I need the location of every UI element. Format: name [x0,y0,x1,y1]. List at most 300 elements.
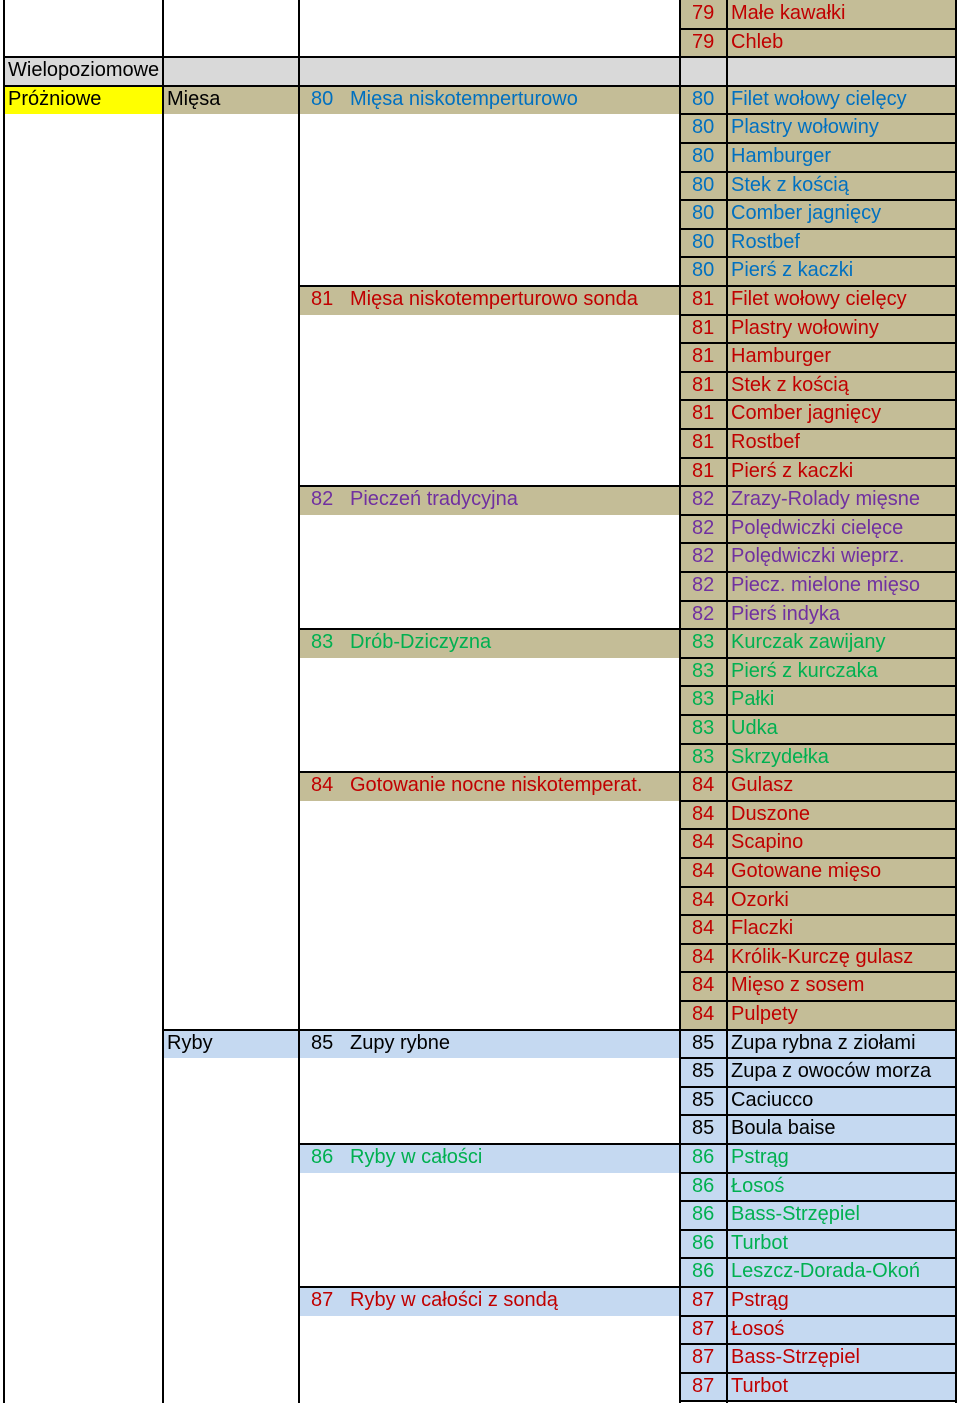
program-name: Pierś z kaczki [727,257,955,286]
group-number [299,1058,346,1087]
level1-cell [4,372,163,401]
program-name: Polędwiczki cielęce [727,515,955,544]
level1-cell [4,1344,163,1373]
program-number: 81 [680,286,727,315]
level2-cell [163,1258,299,1287]
grid-horizontal-line [679,1057,957,1059]
level1-cell [4,1316,163,1345]
level2-cell [163,1115,299,1144]
group-number [299,229,346,258]
level2-cell [163,658,299,687]
level2-cell [163,829,299,858]
level2-cell [163,1230,299,1259]
program-number: 79 [680,29,727,58]
level1-cell [4,829,163,858]
group-name [346,1058,680,1087]
program-name: Pstrąg [727,1287,955,1316]
level1-cell [4,486,163,515]
level1-cell [4,1230,163,1259]
level2-cell [163,515,299,544]
program-number: 80 [680,200,727,229]
level1-cell [4,1001,163,1030]
program-number: 85 [680,1058,727,1087]
group-name: Gotowanie nocne niskotemperat. [346,772,680,801]
group-name [346,200,680,229]
level1-cell [4,572,163,601]
program-name: Plastry wołowiny [727,315,955,344]
program-number: 82 [680,486,727,515]
grid-horizontal-line [679,342,957,344]
grid-horizontal-line [679,171,957,173]
grid-vertical-line [955,0,957,1403]
level2-cell [163,114,299,143]
level2-cell [163,1144,299,1173]
level2-cell [163,1001,299,1030]
grid-horizontal-line [679,457,957,459]
grid-horizontal-line [679,1200,957,1202]
program-number: 80 [680,143,727,172]
level1-cell [4,429,163,458]
grid-horizontal-line [3,85,957,87]
group-name [346,572,680,601]
program-number: 86 [680,1173,727,1202]
level2-cell [163,801,299,830]
group-number [299,744,346,773]
program-name: Królik-Kurczę gulasz [727,944,955,973]
program-name: Stek z kością [727,372,955,401]
level2-cell [163,572,299,601]
program-number: 84 [680,972,727,1001]
group-name [346,686,680,715]
group-name [346,29,680,58]
program-number: 83 [680,629,727,658]
grid-horizontal-line [679,1372,957,1374]
grid-horizontal-line [679,113,957,115]
level2-cell [163,772,299,801]
level1-cell [4,887,163,916]
grid-horizontal-line [679,600,957,602]
program-number: 85 [680,1115,727,1144]
level1-cell [4,543,163,572]
grid-horizontal-line [679,542,957,544]
group-number [299,172,346,201]
level1-cell [4,944,163,973]
level1-cell [4,400,163,429]
group-name: Ryby w całości z sondą [346,1287,680,1316]
grid-horizontal-line [679,142,957,144]
group-number: 84 [299,772,346,801]
row-header-label: Wielopoziomowe [4,57,955,86]
group-name [346,1173,680,1202]
group-name [346,257,680,286]
group-number [299,458,346,487]
group-name [346,944,680,973]
program-number: 82 [680,543,727,572]
level1-cell [4,972,163,1001]
level2-cell [163,601,299,630]
grid-horizontal-line [679,514,957,516]
level2-cell [163,1316,299,1345]
group-number [299,658,346,687]
level2-cell [163,972,299,1001]
level1-cell [4,257,163,286]
group-number [299,114,346,143]
level2-cell [163,1087,299,1116]
grid-horizontal-line [298,1286,957,1288]
grid-horizontal-line [679,1172,957,1174]
program-number: 84 [680,915,727,944]
program-name: Rostbef [727,229,955,258]
program-name: Piecz. mielone mięso [727,572,955,601]
program-name: Filet wołowy cielęcy [727,86,955,115]
level2-cell [163,29,299,58]
program-number: 87 [680,1373,727,1402]
group-number [299,1316,346,1345]
program-number: 83 [680,686,727,715]
program-number: 83 [680,744,727,773]
program-name: Pstrąg [727,1144,955,1173]
program-number: 79 [680,0,727,29]
grid-horizontal-line [679,1114,957,1116]
group-number [299,601,346,630]
program-number: 84 [680,801,727,830]
level1-cell [4,1373,163,1402]
grid-horizontal-line [298,1143,957,1145]
group-name [346,1087,680,1116]
program-number: 80 [680,114,727,143]
program-number: 80 [680,172,727,201]
program-number: 80 [680,229,727,258]
program-number: 84 [680,829,727,858]
program-name: Pierś indyka [727,601,955,630]
program-name: Pierś z kurczaka [727,658,955,687]
program-name: Polędwiczki wieprz. [727,543,955,572]
group-number: 87 [299,1287,346,1316]
program-name: Comber jagnięcy [727,400,955,429]
level1-cell [4,915,163,944]
group-name [346,1230,680,1259]
grid-horizontal-line [298,285,957,287]
level2-cell [163,429,299,458]
level1-cell [4,1258,163,1287]
program-number: 80 [680,257,727,286]
grid-horizontal-line [679,1229,957,1231]
program-name: Scapino [727,829,955,858]
program-name: Ozorki [727,887,955,916]
level1-cell [4,172,163,201]
program-number: 81 [680,372,727,401]
group-number [299,515,346,544]
level2-cell [163,200,299,229]
grid-horizontal-line [679,371,957,373]
group-name [346,1001,680,1030]
level2-cell [163,343,299,372]
grid-horizontal-line [679,314,957,316]
level1-cell [4,315,163,344]
level1-cell [4,1201,163,1230]
program-name: Zrazy-Rolady mięsne [727,486,955,515]
group-name [346,858,680,887]
group-number [299,543,346,572]
group-name: Zupy rybne [346,1030,680,1059]
program-name: Pulpety [727,1001,955,1030]
group-number [299,1344,346,1373]
group-name [346,315,680,344]
grid-horizontal-line [679,914,957,916]
group-name [346,515,680,544]
group-name [346,543,680,572]
level1-cell [4,1115,163,1144]
level2-cell [163,858,299,887]
level2-cell [163,1287,299,1316]
grid-horizontal-line [298,485,957,487]
program-number: 84 [680,887,727,916]
level2-cell [163,229,299,258]
group-number [299,887,346,916]
grid-vertical-line [298,0,300,1403]
level2-cell [163,458,299,487]
program-name: Skrzydełka [727,744,955,773]
level1-cell [4,114,163,143]
grid-horizontal-line [679,943,957,945]
level1-cell [4,1173,163,1202]
program-number: 86 [680,1201,727,1230]
level1-cell [4,686,163,715]
program-number: 85 [680,1087,727,1116]
program-number: 82 [680,572,727,601]
level1-cell [4,629,163,658]
level1-cell [4,458,163,487]
program-number: 86 [680,1144,727,1173]
group-number [299,257,346,286]
group-number [299,400,346,429]
group-name: Mięsa niskotemperturowo [346,86,680,115]
level1-cell [4,658,163,687]
group-number [299,143,346,172]
group-name [346,343,680,372]
program-name: Comber jagnięcy [727,200,955,229]
group-name: Mięsa niskotemperturowo sonda [346,286,680,315]
group-number [299,372,346,401]
grid-horizontal-line [679,199,957,201]
level2-cell [163,1373,299,1402]
program-name: Flaczki [727,915,955,944]
level2-cell [163,715,299,744]
level1-cell [4,343,163,372]
grid-horizontal-line [679,1086,957,1088]
group-name [346,972,680,1001]
grid-horizontal-line [679,828,957,830]
grid-horizontal-line [679,428,957,430]
group-number [299,1087,346,1116]
group-name [346,400,680,429]
program-number: 87 [680,1344,727,1373]
level2-cell [163,172,299,201]
program-number: 81 [680,429,727,458]
group-name [346,801,680,830]
program-name: Leszcz-Dorada-Okoń [727,1258,955,1287]
level1-cell [4,601,163,630]
program-number: 81 [680,343,727,372]
program-number: 85 [680,1030,727,1059]
group-number: 83 [299,629,346,658]
group-name [346,658,680,687]
program-name: Stek z kością [727,172,955,201]
grid-horizontal-line [679,571,957,573]
group-name [346,172,680,201]
program-number: 84 [680,772,727,801]
program-name: Pałki [727,686,955,715]
level2-cell [163,915,299,944]
group-name [346,429,680,458]
group-number [299,829,346,858]
grid-horizontal-line [679,1315,957,1317]
group-name [346,143,680,172]
group-number [299,200,346,229]
program-name: Bass-Strzępiel [727,1201,955,1230]
level1-cell [4,200,163,229]
program-name: Pierś z kaczki [727,458,955,487]
group-number: 82 [299,486,346,515]
group-number [299,1115,346,1144]
program-number: 83 [680,658,727,687]
program-number: 87 [680,1287,727,1316]
level2-cell [163,0,299,29]
program-number: 82 [680,515,727,544]
level2-cell [163,543,299,572]
group-name [346,1344,680,1373]
group-name [346,1316,680,1345]
group-name: Pieczeń tradycyjna [346,486,680,515]
group-name [346,887,680,916]
level1-cell: Próżniowe [4,86,163,115]
level1-cell [4,801,163,830]
grid-horizontal-line [679,1000,957,1002]
program-name: Turbot [727,1373,955,1402]
group-number [299,429,346,458]
level1-cell [4,286,163,315]
grid-horizontal-line [679,256,957,258]
group-number [299,1373,346,1402]
program-number: 84 [680,944,727,973]
grid-vertical-line [162,0,164,1403]
program-name: Bass-Strzępiel [727,1344,955,1373]
grid-horizontal-line [679,971,957,973]
level2-cell [163,372,299,401]
program-number: 84 [680,1001,727,1030]
grid-horizontal-line [3,56,957,58]
program-name: Zupa z owoców morza [727,1058,955,1087]
program-number: 81 [680,458,727,487]
program-name: Hamburger [727,143,955,172]
level1-cell [4,143,163,172]
program-name: Udka [727,715,955,744]
level2-cell [163,744,299,773]
group-name: Drób-Dziczyzna [346,629,680,658]
level1-cell [4,229,163,258]
program-name: Małe kawałki [727,0,955,29]
level2-cell [163,257,299,286]
group-number: 86 [299,1144,346,1173]
group-number [299,315,346,344]
program-name: Łosoś [727,1316,955,1345]
level1-cell [4,1058,163,1087]
group-number [299,29,346,58]
program-name: Boula baise [727,1115,955,1144]
program-number: 84 [680,858,727,887]
level1-cell [4,0,163,29]
group-number [299,944,346,973]
group-number [299,572,346,601]
group-name [346,601,680,630]
group-number: 80 [299,86,346,115]
group-number [299,343,346,372]
group-number [299,1230,346,1259]
group-name: Ryby w całości [346,1144,680,1173]
program-number: 81 [680,400,727,429]
level1-cell [4,858,163,887]
group-name [346,829,680,858]
group-name [346,715,680,744]
grid-horizontal-line [679,743,957,745]
level2-cell [163,1173,299,1202]
program-name: Duszone [727,801,955,830]
grid-horizontal-line [679,886,957,888]
level2-cell [163,486,299,515]
group-number [299,1173,346,1202]
group-name [346,114,680,143]
program-name: Rostbef [727,429,955,458]
level2-cell: Ryby [163,1030,299,1059]
level2-cell [163,1058,299,1087]
group-number [299,1201,346,1230]
grid-horizontal-line [679,800,957,802]
group-number [299,686,346,715]
program-name: Filet wołowy cielęcy [727,286,955,315]
level1-cell [4,715,163,744]
group-number [299,715,346,744]
group-name [346,1258,680,1287]
grid-vertical-line [726,0,728,1403]
level1-cell [4,1144,163,1173]
program-name: Łosoś [727,1173,955,1202]
level1-cell [4,772,163,801]
group-name [346,458,680,487]
program-name: Kurczak zawijany [727,629,955,658]
program-name: Chleb [727,29,955,58]
group-name [346,744,680,773]
level2-cell [163,887,299,916]
level2-cell [163,629,299,658]
level2-cell [163,944,299,973]
level1-cell [4,515,163,544]
grid-horizontal-line [162,1029,957,1031]
group-name [346,372,680,401]
group-number [299,972,346,1001]
program-number: 81 [680,315,727,344]
level2-cell [163,286,299,315]
program-name: Zupa rybna z ziołami [727,1030,955,1059]
program-number: 82 [680,601,727,630]
grid-horizontal-line [679,714,957,716]
program-name: Caciucco [727,1087,955,1116]
grid-horizontal-line [679,228,957,230]
group-number [299,801,346,830]
group-number [299,858,346,887]
grid-horizontal-line [679,685,957,687]
grid-horizontal-line [298,628,957,630]
group-number: 85 [299,1030,346,1059]
